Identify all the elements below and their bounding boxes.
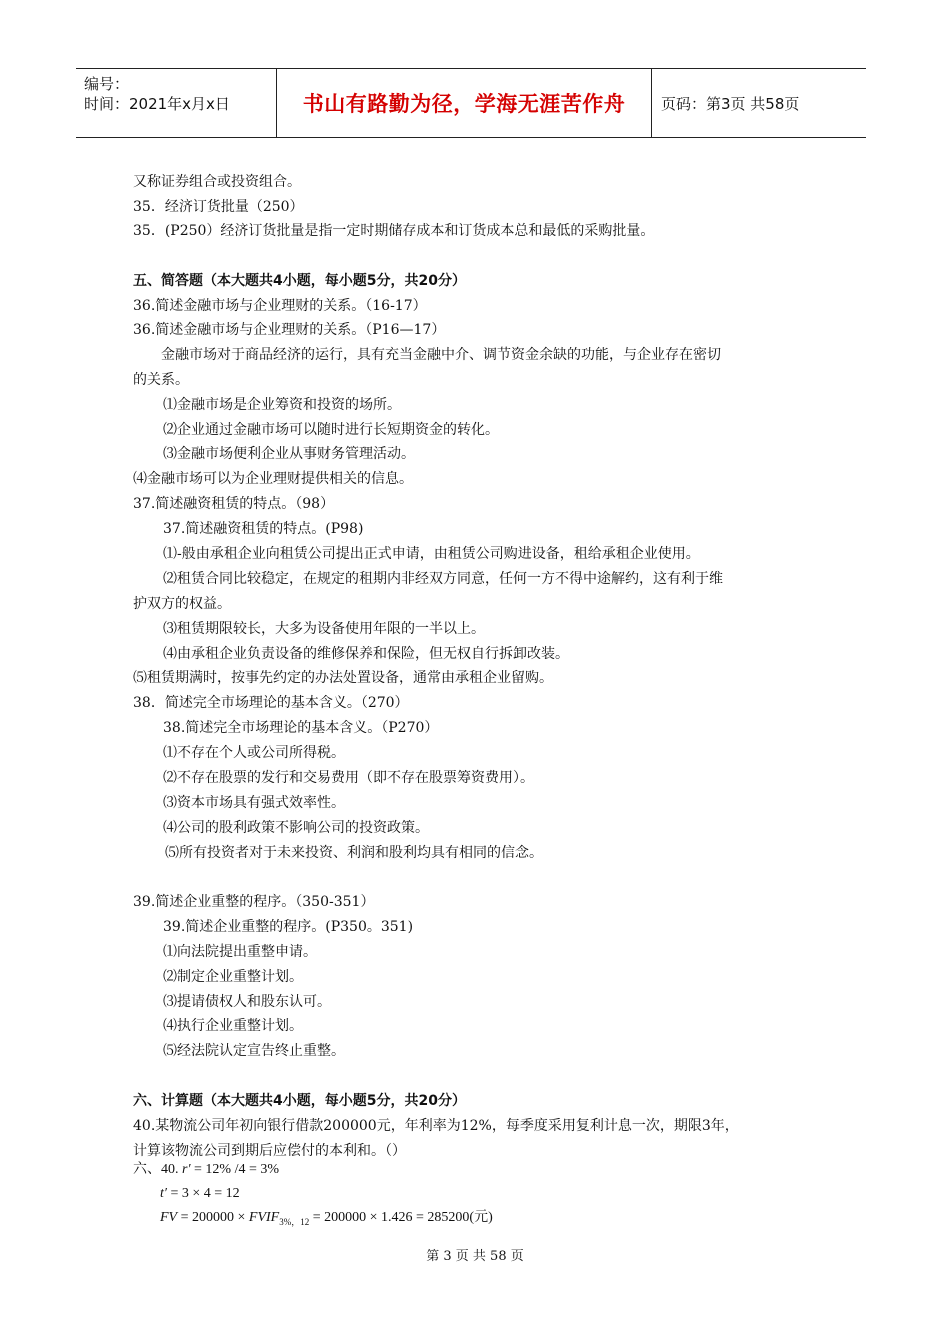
text-line: 护双方的权益。: [133, 596, 231, 612]
question-title: 37.简述融资租赁的特点。(P98): [163, 521, 364, 537]
list-item: ⑸所有投资者对于未来投资、利润和股利均具有相同的信念。: [165, 845, 543, 861]
list-item: ⑷执行企业重整计划。: [163, 1018, 303, 1034]
formula-subscript: 3%，12: [279, 1216, 310, 1227]
question-title: 36.简述金融市场与企业理财的关系。（16-17）: [133, 298, 427, 314]
list-item: ⑸经法院认定宣告终止重整。: [163, 1043, 345, 1059]
list-item: ⑵租赁合同比较稳定，在规定的租期内非经双方同意，任何一方不得中途解约，这有利于维: [163, 571, 723, 587]
time-label: 时间：2021年x月x日: [84, 95, 230, 113]
header-left-cell: [76, 69, 276, 137]
formula-fvif: FVIF: [248, 1210, 280, 1225]
formula-line-1: [133, 1160, 279, 1180]
page-footer: 第 3 页 共 58 页: [426, 1249, 524, 1264]
list-item: ⑶提请债权人和股东认可。: [163, 994, 331, 1010]
question-title: 37.简述融资租赁的特点。（98）: [133, 496, 335, 512]
list-item: ⑷公司的股利政策不影响公司的投资政策。: [163, 820, 429, 836]
serial-label: 编号：: [84, 75, 130, 93]
formula-line-2: [160, 1184, 240, 1204]
question-title: 38．简述完全市场理论的基本含义。（270）: [133, 695, 409, 711]
question-title: 39.简述企业重整的程序。（350-351）: [133, 894, 375, 910]
list-item: ⑴向法院提出重整申请。: [163, 944, 317, 960]
list-item: ⑸租赁期满时，按事先约定的办法处置设备，通常由承租企业留购。: [133, 670, 553, 686]
list-item: ⑵企业通过金融市场可以随时进行长短期资金的转化。: [163, 422, 499, 438]
page-code: 页码：第3页 共58页: [661, 94, 800, 113]
list-item: ⑴金融市场是企业筹资和投资的场所。: [163, 397, 401, 413]
question-text: 计算该物流公司到期后应偿付的本利和。（）: [133, 1143, 406, 1159]
list-item: ⑶资本市场具有强式效率性。: [163, 795, 345, 811]
list-item: ⑴不存在个人或公司所得税。: [163, 745, 345, 761]
formula-var-t: t′: [160, 1186, 167, 1201]
formula-prefix: 六、40.: [133, 1162, 179, 1177]
list-item: ⑷金融市场可以为企业理财提供相关的信息。: [133, 471, 413, 487]
question-title: 39.简述企业重整的程序。(P350。351): [163, 919, 414, 935]
formula-expr: = 12% /4 = 3%: [194, 1162, 280, 1177]
text-line: 35．经济订货批量（250）: [133, 199, 304, 215]
text-line: 金融市场对于商品经济的运行，具有充当金融中介、调节资金余缺的功能，与企业存在密切: [161, 347, 721, 363]
list-item: ⑶金融市场便利企业从事财务管理活动。: [163, 446, 415, 462]
formula-expr: = 200000 ×: [180, 1210, 246, 1225]
text-line: 的关系。: [133, 372, 189, 388]
question-title: 38.简述完全市场理论的基本含义。（P270）: [163, 720, 439, 736]
list-item: ⑴-般由承租企业向租赁公司提出正式申请，由租赁公司购进设备，租给承租企业使用。: [163, 546, 700, 562]
list-item: ⑵制定企业重整计划。: [163, 969, 303, 985]
formula-expr: = 3 × 4 = 12: [170, 1186, 240, 1201]
formula-var-r: r′: [182, 1162, 191, 1177]
header-motto-cell: [276, 69, 652, 137]
list-item: ⑵不存在股票的发行和交易费用（即不存在股票筹资费用）。: [163, 770, 534, 786]
list-item: ⑶租赁期限较长，大多为设备使用年限的一半以上。: [163, 621, 485, 637]
formula-line-3: [160, 1208, 493, 1232]
list-item: ⑷由承租企业负责设备的维修保养和保险，但无权自行拆卸改装。: [163, 646, 569, 662]
page-header: [76, 68, 866, 138]
motto-text: 书山有路勤为径，学海无涯苦作舟: [302, 92, 626, 116]
text-line: 又称证券组合或投资组合。: [133, 174, 301, 190]
question-text: 40.某物流公司年初向银行借款200000元，年利率为12%，每季度采用复利计息一次，期限3年，: [133, 1118, 739, 1134]
question-title: 36.简述金融市场与企业理财的关系。（P16—17）: [133, 322, 446, 338]
text-line: 35．(P250）经济订货批量是指一定时期储存成本和订货成本总和最低的采购批量。: [133, 223, 655, 239]
section-heading: 五、简答题（本大题共4小题，每小题5分，共20分）: [133, 273, 466, 289]
formula-expr: = 200000 × 1.426 = 285200(元): [312, 1210, 493, 1225]
formula-fv: FV: [160, 1210, 178, 1225]
section-heading: 六、计算题（本大题共4小题，每小题5分，共20分）: [133, 1093, 466, 1109]
header-right-cell: [651, 69, 876, 137]
